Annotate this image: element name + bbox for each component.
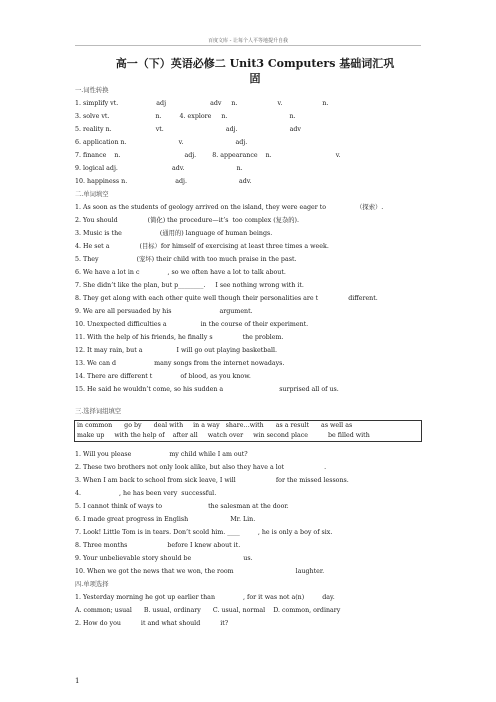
text-line: 15. He said he wouldn’t come, so his sudden a surprised all of us.	[75, 386, 339, 393]
text-line: 6. I made great progress in English Mr. Lin.	[75, 516, 256, 523]
header-rule	[75, 45, 421, 46]
text-line: 10. When we got the news that we won, the room laughter.	[75, 568, 325, 575]
phrase-bank-line: make up with the help of after all watch over win second place be filled with	[77, 432, 370, 439]
text-line: 6. application n. v. adj.	[75, 139, 248, 146]
text-line: 9. We are all persuaded by his argument.	[75, 308, 253, 315]
text-line: 2. How do you it and what should it?	[75, 620, 229, 627]
page-number: 1	[75, 677, 80, 685]
phrase-bank-box	[74, 420, 422, 442]
text-line: 8. They get along with each other quite well though their personalities are t different.	[75, 295, 378, 302]
text-line: 5. They (宠坏) their child with too much praise in the past.	[75, 256, 297, 263]
text-line: 7. She didn’t like the plan, but p________. I see nothing wrong with it.	[75, 282, 304, 289]
page-header: 百度文库 - 让每个人平等地提升自我	[208, 38, 288, 44]
text-line: 1. As soon as the students of geology arrived on the island, they were eager to （探索）.	[75, 204, 384, 211]
text-line: 14. There are different t of blood, as you know.	[75, 373, 251, 380]
text-line: 3. When I am back to school from sick leave, I will for the missed lessons.	[75, 477, 349, 484]
text-line: 2. These two brothers not only look alike, but also they have a lot .	[75, 464, 327, 471]
section-heading: 三.选择词组填空	[75, 408, 122, 415]
phrase-bank-line: in common go by deal with in a way share…with as a result as well as	[77, 422, 353, 429]
text-line: 6. We have a lot in c , so we often have a lot to talk about.	[75, 269, 286, 276]
text-line: 7. finance n. adj. 8. appearance n. v.	[75, 152, 341, 159]
text-line: 1. simplify vt. adj adv n. v. n.	[75, 100, 329, 107]
text-line: 3. Music is the (通用的) language of human beings.	[75, 230, 273, 237]
text-line: 13. We can d many songs from the internet nowadays.	[75, 360, 285, 367]
text-line: 7. Look! Little Tom is in tears. Don’t scold him. ____ , he is only a boy of six.	[75, 529, 333, 536]
title-line-1: 高一（下）英语必修二 Unit3 Computers 基础词汇巩	[115, 57, 395, 70]
section-heading: 四.单项选择	[75, 581, 109, 588]
page-title	[75, 56, 435, 86]
text-line: 8. Three months before I knew about it.	[75, 542, 241, 549]
text-line: 2. You should (简化) the procedure—it’s too complex (复杂的).	[75, 217, 300, 224]
title-line-2: 固	[249, 72, 261, 85]
text-line: 1. Will you please my child while I am out?	[75, 451, 248, 458]
text-line: 4. , he has been very successful.	[75, 490, 217, 497]
text-line: 5. I cannot think of ways to the salesman at the door.	[75, 503, 289, 510]
section-heading: 二.单词填空	[75, 191, 109, 198]
text-line: 10. happiness n. adj. adv.	[75, 178, 252, 185]
text-line: 12. It may rain, but a I will go out playing basketball.	[75, 347, 278, 354]
text-line: 9. logical adj. adv. n.	[75, 165, 243, 172]
text-line: 1. Yesterday morning he got up earlier than , for it was not a(n) day.	[75, 594, 335, 601]
text-line: 11. With the help of his friends, he finally s the problem.	[75, 334, 284, 341]
text-line: A. common; usual B. usual, ordinary C. usual, normal D. common, ordinary	[75, 607, 341, 614]
text-line: 4. He set a (目标）for himself of exercising at least three times a week.	[75, 243, 329, 250]
text-line: 3. solve vt. n. 4. explore n. n.	[75, 113, 296, 120]
text-line: 9. Your unbelievable story should be us.	[75, 555, 253, 562]
text-line: 5. reality n. vt. adj. adv	[75, 126, 301, 133]
section-heading: 一.词性转换	[75, 87, 109, 94]
text-line: 10. Unexpected difficulties a in the course of their experiment.	[75, 321, 309, 328]
